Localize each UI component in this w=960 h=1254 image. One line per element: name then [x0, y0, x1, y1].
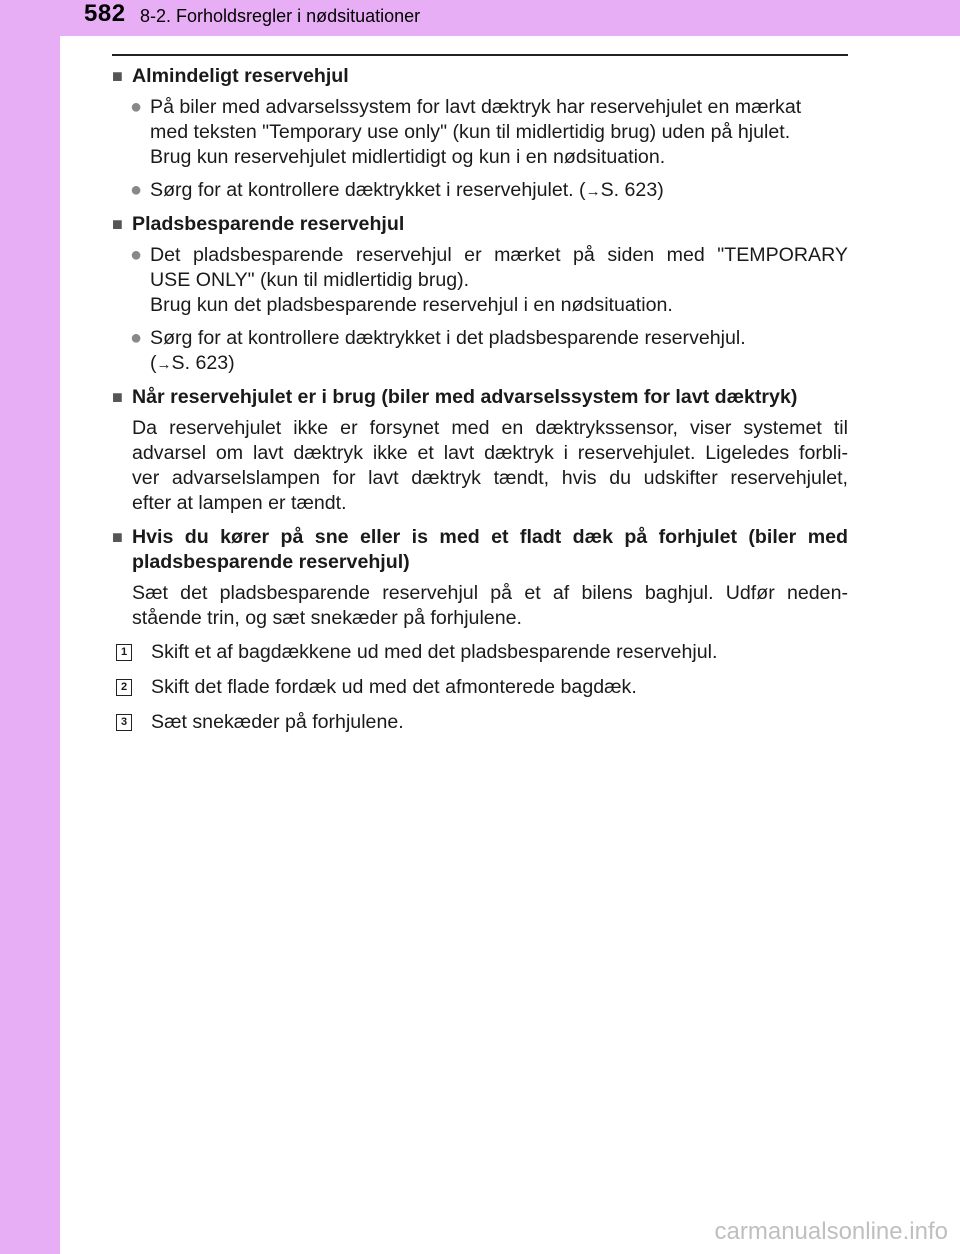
- bullet-dot-icon: ●: [130, 244, 143, 266]
- section-heading: ■ Når reservehjulet er i brug (biler med advarselssystem for lavt dæktryk): [112, 386, 798, 408]
- square-marker-icon: ■: [112, 214, 123, 234]
- step-item: [112, 710, 848, 735]
- side-color-band: [0, 0, 60, 1254]
- bullet-item: ● Sørg for at kontrollere dæktrykket i reservehjulet. (→S. 623): [112, 178, 848, 204]
- section-heading: ■ Pladsbesparende reservehjul: [112, 213, 405, 235]
- square-marker-icon: ■: [112, 527, 123, 547]
- arrow-right-icon: →: [156, 356, 172, 373]
- step-text: Sæt snekæder på forhjulene.: [151, 711, 404, 733]
- arrow-right-icon: →: [585, 183, 601, 200]
- bullet-dot-icon: ●: [130, 96, 143, 118]
- header-rule: [112, 54, 848, 56]
- bullet-item: ● Det pladsbesparende reservehjul er mærket på siden med "TEMPORARY USE ONLY" (kun til midlertidig brug). Brug kun det pladsbesparende reservehjul i en nødsituation.: [112, 243, 848, 318]
- step-text: Skift et af bagdækkene ud med det pladsbesparende reservehjul.: [151, 641, 718, 663]
- section-heading: ■ Hvis du kører på sne eller is med et fladt dæk på forhjulet (biler med pladsbesparende reservehjul): [112, 526, 848, 573]
- square-marker-icon: ■: [112, 387, 123, 407]
- bullet-item: ● Sørg for at kontrollere dæktrykket i det pladsbesparende reservehjul. (→S. 623): [112, 326, 848, 377]
- bullet-dot-icon: ●: [130, 179, 143, 201]
- page-number: 582: [84, 0, 126, 27]
- bullet-dot-icon: ●: [130, 327, 143, 349]
- page-reference-link[interactable]: S. 623): [600, 179, 664, 201]
- chapter-title: 8-2. Forholdsregler i nødsituationer: [140, 6, 421, 26]
- square-marker-icon: ■: [112, 66, 123, 86]
- step-item: [112, 640, 848, 665]
- page-reference-link[interactable]: S. 623): [171, 352, 235, 374]
- watermark: carmanualsonline.info: [714, 1218, 948, 1245]
- step-text: Skift det flade fordæk ud med det afmonterede bagdæk.: [151, 676, 637, 698]
- paragraph: Sæt det pladsbesparende reservehjul på et af bilens baghjul. Udfør neden- stående trin, og sæt snekæder på forhjulene.: [132, 582, 848, 629]
- page-content: [112, 64, 848, 745]
- bullet-item: ● På biler med advarselssystem for lavt dæktryk har reservehjulet en mærkat med teksten "Temporary use only" (kun til midlertidig brug) uden på hjulet. Brug kun reservehjulet midlertidigt og kun i en nødsituation.: [112, 95, 848, 170]
- section-heading: ■ Almindeligt reservehjul: [112, 65, 349, 87]
- step-number-badge: 3: [116, 714, 132, 731]
- step-number-badge: 2: [116, 679, 132, 696]
- step-item: [112, 675, 848, 700]
- step-number-badge: 1: [116, 644, 132, 661]
- paragraph: Da reservehjulet ikke er forsynet med en dæktrykssensor, viser systemet til advarsel om lavt dæktryk ikke et lavt dæktryk i reservehjulet. Ligeledes forbli- ver advarselslampen for lavt dæktryk tændt, hvis du udskifter reservehjulet, efter at lampen er tændt.: [132, 417, 848, 514]
